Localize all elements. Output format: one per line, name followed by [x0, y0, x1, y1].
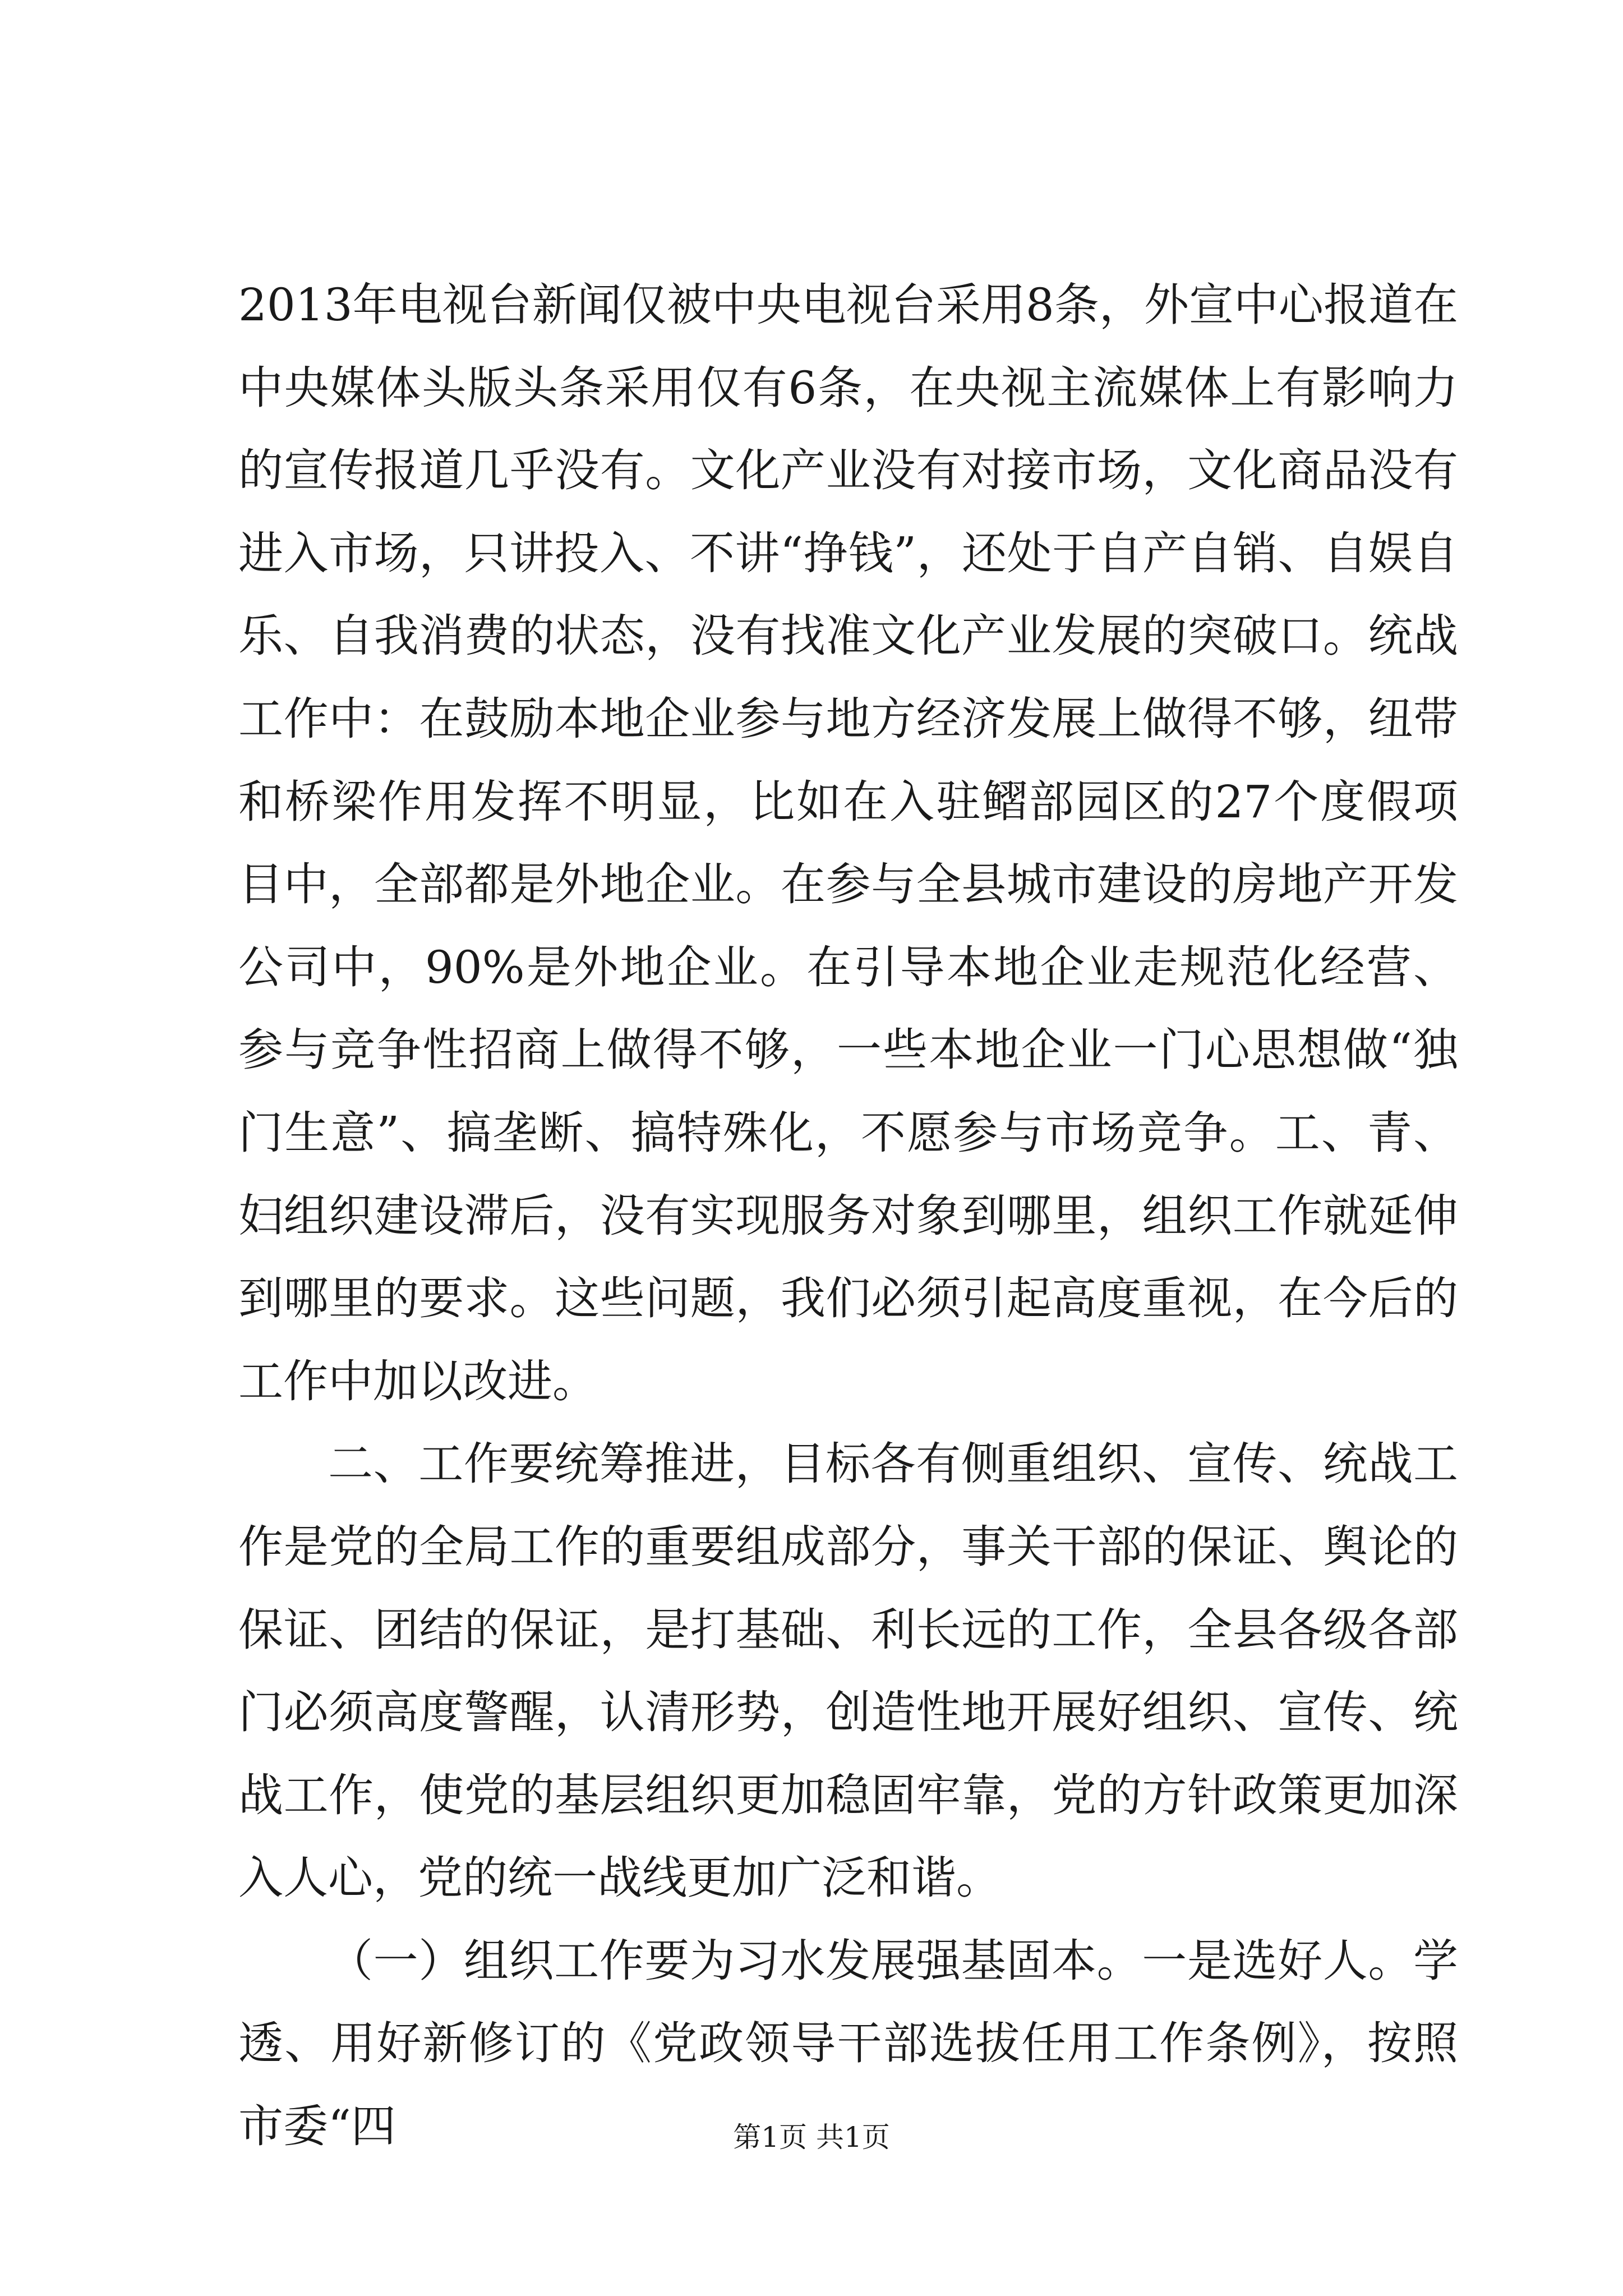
paragraph-1: 2013年电视台新闻仅被中央电视台采用8条，外宣中心报道在中央媒体头版头条采用仅有6条，在央视主流媒体上有影响力的宣传报道几乎没有。文化产业没有对接市场，文化商品没有进入市场，只讲投入、不讲“挣钱”，还处于自产自销、自娱自乐、自我消费的状态，没有找准文化产业发展的突破口。统战工作中：在鼓励本地企业参与地方经济发展上做得不够，纽带和桥梁作用发挥不明显，比如在入驻鳛部园区的27个度假项目中，全部都是外地企业。在参与全县城市建设的房地产开发公司中，90%是外地企业。在引导本地企业走规范化经营、参与竞争性招商上做得不够，一些本地企业一门心思想做“独门生意”、搞垄断、搞特殊化，不愿参与市场竞争。工、青、妇组织建设滞后，没有实现服务对象到哪里，组织工作就延伸到哪里的要求。这些问题，我们必须引起高度重视，在今后的工作中加以改进。 [238, 279, 1458, 1407]
paragraph-3: （一）组织工作要为习水发展强基固本。一是选好人。学透、用好新修订的《党政领导干部选拔任用工作条例》，按照市委“四 [238, 1934, 1458, 2153]
page-footer: 第1页 共1页 [733, 2121, 890, 2154]
paragraph-2: 二、工作要统筹推进，目标各有侧重组织、宣传、统战工作是党的全局工作的重要组成部分，事关干部的保证、舆论的保证、团结的保证，是打基础、利长远的工作，全县各级各部门必须高度警醒，认清形势，创造性地开展好组织、宣传、统战工作，使党的基层组织更加稳固牢靠，党的方针政策更加深入人心，党的统一战线更加广泛和谐。 [238, 1438, 1458, 1904]
document-body [238, 264, 1458, 2168]
